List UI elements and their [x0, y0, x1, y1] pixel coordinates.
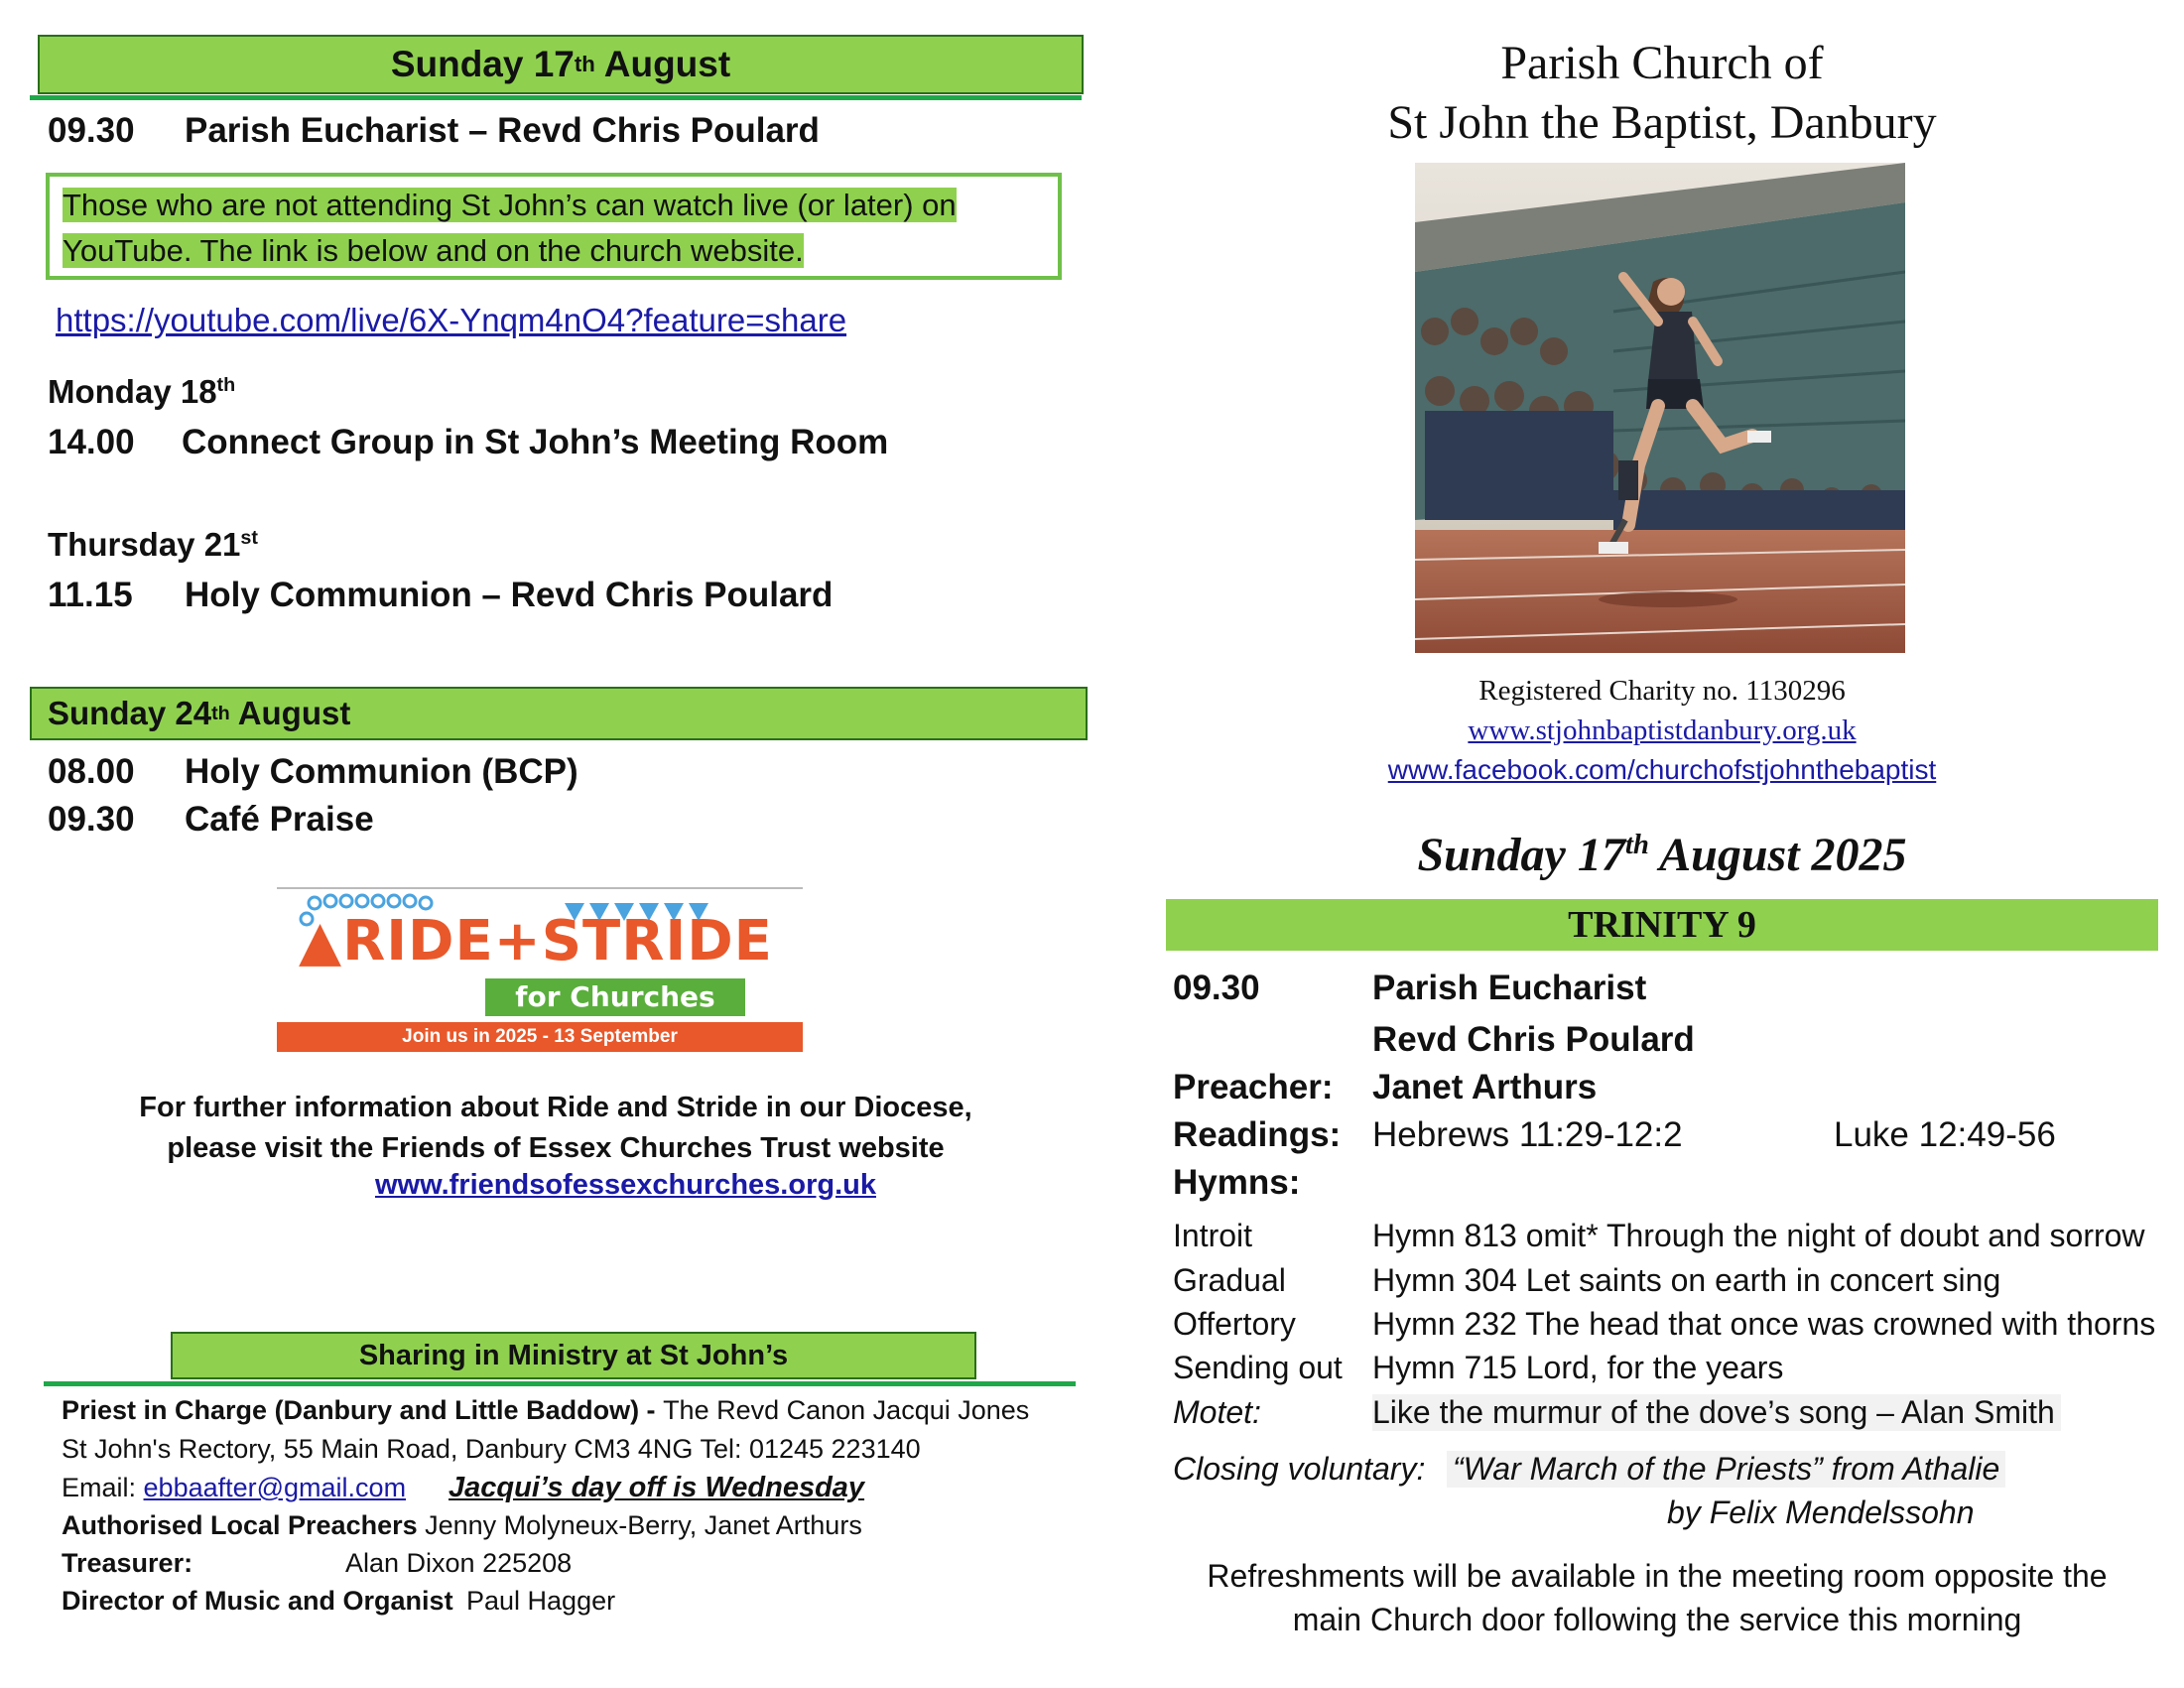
thursday-time: 11.15	[48, 576, 133, 614]
reading-1: Hebrews 11:29-12:2	[1372, 1115, 1683, 1154]
preacher-label: Preacher:	[1173, 1068, 1334, 1106]
hymn-gradual: Hymn 304 Let saints on earth in concert sing	[1372, 1262, 2001, 1298]
heading-underline	[30, 95, 1082, 100]
music-name: Paul Hagger	[466, 1586, 616, 1616]
s17-time: 09.30	[48, 111, 135, 150]
service-date	[1191, 828, 2133, 882]
email-link[interactable]: ebbaafter@gmail.com	[143, 1473, 407, 1502]
thursday-sup: st	[240, 527, 259, 549]
heading-text: Sunday 17	[390, 44, 575, 84]
service-time: 09.30	[1173, 969, 1260, 1007]
s24-time-2: 09.30	[48, 800, 135, 839]
ministry-underline	[44, 1381, 1076, 1386]
celebrant: Revd Chris Poulard	[1372, 1020, 1695, 1059]
monday-event: Connect Group in St John’s Meeting Room	[182, 423, 889, 461]
hymn-introit: Hymn 813 omit* Through the night of doubt and sorrow	[1372, 1218, 2145, 1253]
refreshments-note	[1151, 1554, 2163, 1641]
reading-2: Luke 12:49-56	[1834, 1115, 2056, 1154]
motet: Like the murmur of the dove’s song – Alan Smith	[1372, 1394, 2061, 1431]
join-banner: Join us in 2025 - 13 September	[277, 1022, 803, 1052]
hymn-label-introit: Introit	[1173, 1218, 1253, 1253]
priest-line	[62, 1395, 1029, 1426]
church-title-line-2: St John the Baptist, Danbury	[1387, 96, 1937, 149]
monday-sup: th	[216, 374, 236, 396]
friends-essex-link[interactable]: www.friendsofessexchurches.org.uk	[375, 1169, 876, 1201]
readings-label: Readings:	[1173, 1115, 1342, 1154]
s17-event: Parish Eucharist – Revd Chris Poulard	[185, 111, 820, 150]
priest-label: Priest in Charge (Danbury and Little Baddow) -	[62, 1395, 664, 1425]
facebook-link[interactable]: www.facebook.com/churchofstjohnthebaptist	[1387, 754, 1937, 785]
email-line	[62, 1473, 406, 1503]
youtube-note	[63, 183, 1045, 274]
date-year: August 2025	[1648, 829, 1907, 881]
for-churches-badge: for Churches	[485, 978, 745, 1016]
logo-top-rule	[277, 887, 803, 889]
preacher-name: Janet Arthurs	[1372, 1068, 1598, 1106]
day-off-note: Jacqui’s day off is Wednesday	[449, 1472, 865, 1503]
heading-month: August	[229, 695, 351, 731]
refresh-line-2: main Church door following the service this morning	[1292, 1602, 2022, 1637]
email-label: Email:	[62, 1473, 144, 1502]
hymn-label-offertory: Offertory	[1173, 1306, 1296, 1342]
s24-event-2: Café Praise	[185, 800, 374, 839]
church-website-link[interactable]: www.stjohnbaptistdanbury.org.uk	[1468, 714, 1857, 746]
heading-text: Sunday 24	[48, 695, 212, 731]
hymn-label-sending-out: Sending out	[1173, 1350, 1343, 1385]
youtube-link[interactable]: https://youtube.com/live/6X-Ynqm4nO4?feature=share	[56, 302, 847, 338]
preachers-line	[62, 1510, 862, 1541]
date-sup: th	[1624, 829, 1649, 860]
ride-word: RIDE	[342, 909, 494, 974]
s24-time-1: 08.00	[48, 752, 135, 791]
date-main: Sunday 17	[1417, 829, 1625, 881]
rectory-address: St John's Rectory, 55 Main Road, Danbury CM3 4NG Tel: 01245 223140	[62, 1434, 921, 1464]
treasurer-name: Alan Dixon 225208	[345, 1548, 573, 1578]
heading-sup: th	[574, 52, 595, 76]
treasurer-label: Treasurer:	[62, 1548, 193, 1578]
heading-sup: th	[211, 702, 230, 724]
info-line-2: please visit the Friends of Essex Churches Trust website	[167, 1132, 945, 1164]
preachers-names: Jenny Molyneux-Berry, Janet Arthurs	[417, 1510, 862, 1540]
hymns-label: Hymns:	[1173, 1163, 1301, 1202]
voluntary-title: “War March of the Priests” from Athalie	[1447, 1451, 2005, 1488]
thursday-heading	[48, 526, 258, 564]
stride-word: STRIDE	[541, 909, 773, 974]
preachers-label: Authorised Local Preachers	[62, 1510, 418, 1540]
motet-label: Motet:	[1173, 1394, 1261, 1430]
refresh-line-1: Refreshments will be available in the meeting room opposite the	[1207, 1558, 2108, 1594]
monday-heading	[48, 373, 235, 411]
music-label: Director of Music and Organist	[62, 1586, 453, 1616]
thursday-day: Thursday 21	[48, 526, 241, 563]
info-line-1: For further information about Ride and Stride in our Diocese,	[139, 1092, 972, 1123]
voluntary-composer: by Felix Mendelssohn	[1667, 1494, 1975, 1530]
runner-photo	[1415, 163, 1905, 653]
thursday-event: Holy Communion – Revd Chris Poulard	[185, 576, 834, 614]
ministry-heading: Sharing in Ministry at St John’s	[171, 1332, 976, 1379]
hymn-sending-out: Hymn 715 Lord, for the years	[1372, 1350, 1784, 1385]
charity-number: Registered Charity no. 1130296	[1478, 675, 1846, 707]
plus-sign: +	[493, 909, 542, 974]
trinity-banner: TRINITY 9	[1166, 899, 2158, 951]
runner-image-icon	[1415, 163, 1905, 653]
voluntary-label: Closing voluntary:	[1173, 1451, 1426, 1487]
heading-month: August	[594, 44, 731, 84]
ride-stride-wordmark: ▲RIDE+STRIDE	[299, 909, 773, 974]
sunday-24-heading	[30, 687, 1088, 740]
youtube-note-text: Those who are not attending St John’s can watch live (or later) on YouTube. The link is below and on the church website.	[63, 188, 957, 268]
monday-day: Monday 18	[48, 373, 217, 410]
s24-event-1: Holy Communion (BCP)	[185, 752, 578, 791]
hymn-label-gradual: Gradual	[1173, 1262, 1286, 1298]
hymn-offertory: Hymn 232 The head that once was crowned with thorns	[1372, 1306, 2156, 1342]
monday-time: 14.00	[48, 423, 135, 461]
church-title-line-1: Parish Church of	[1500, 37, 1824, 89]
service-name: Parish Eucharist	[1372, 969, 1647, 1007]
ride-stride-logo	[277, 887, 803, 1052]
sunday-17-heading	[38, 35, 1084, 94]
priest-name: The Revd Canon Jacqui Jones	[663, 1395, 1030, 1425]
